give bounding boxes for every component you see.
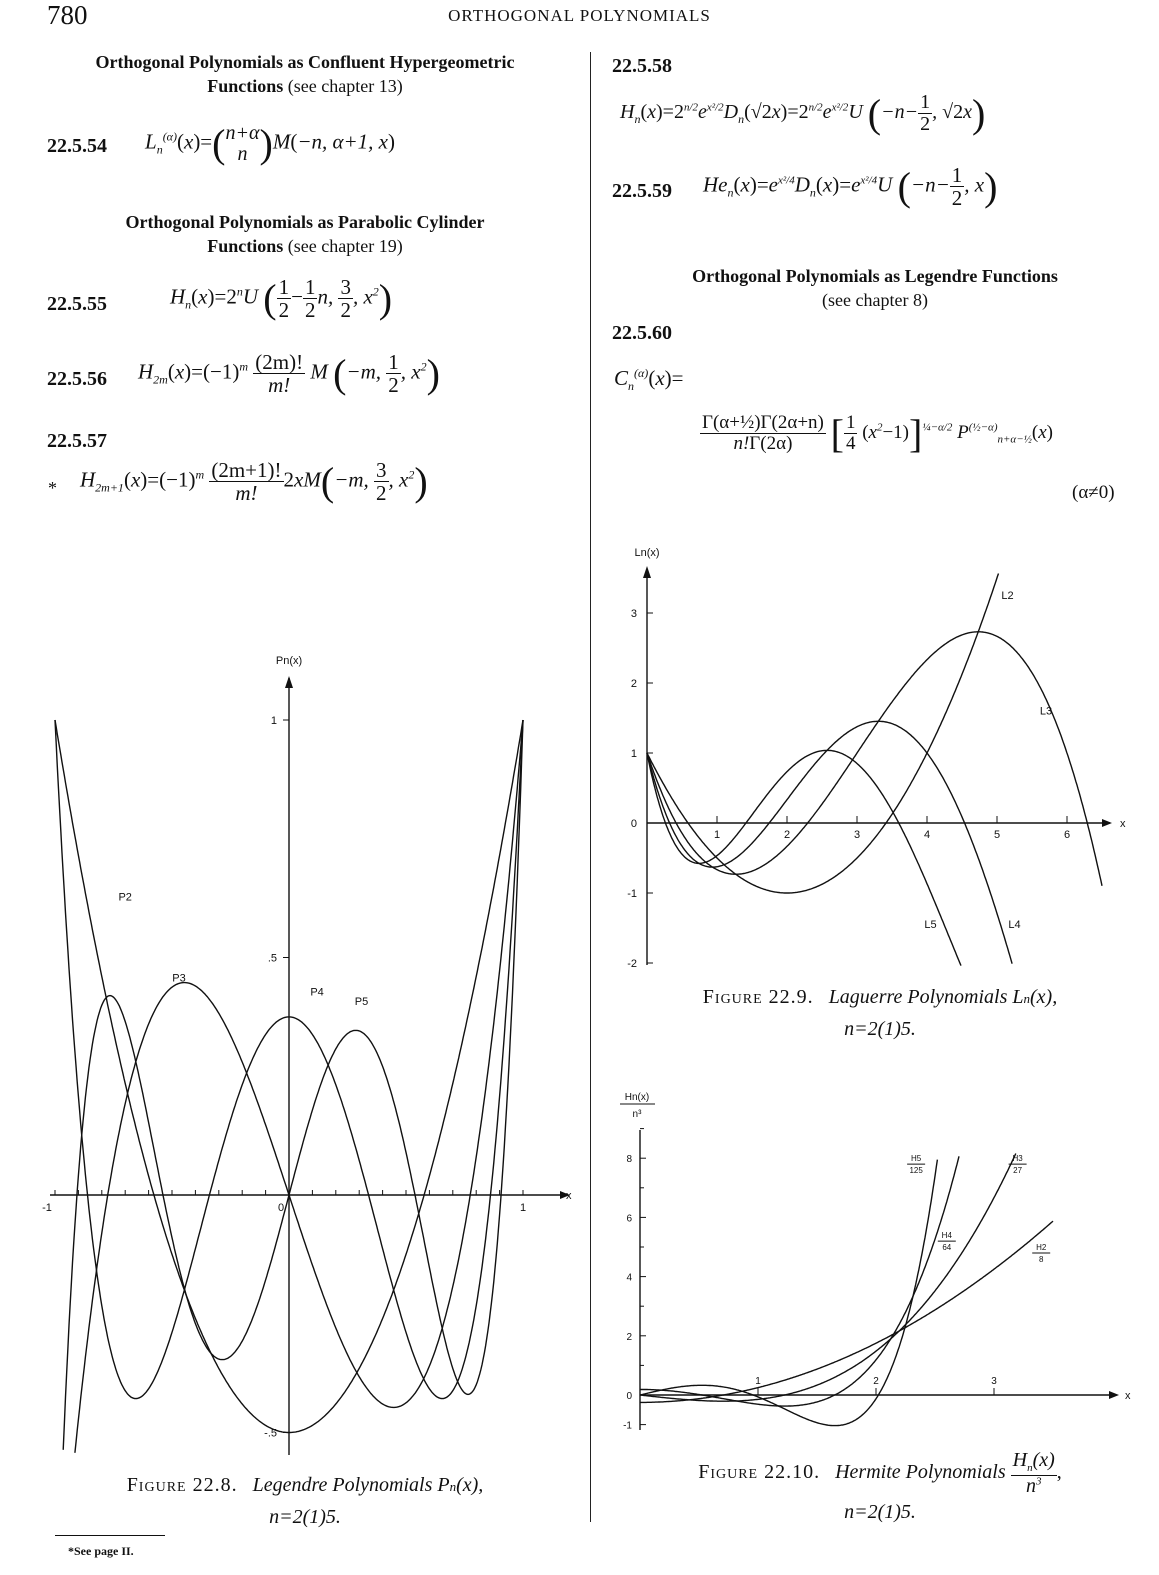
x-axis-label: x xyxy=(1120,818,1126,830)
x-tick-label: 6 xyxy=(1063,829,1071,841)
figure-22-9 xyxy=(595,540,1155,980)
y-tick-label: -1 xyxy=(627,888,637,900)
hermite-plot xyxy=(620,1092,1131,1432)
equation-number: 22.5.60 xyxy=(612,322,672,344)
section-ref: (see chapter 19) xyxy=(287,236,403,256)
legendre-plot xyxy=(42,655,572,1455)
curve-H4/64 xyxy=(640,1156,959,1406)
equation-number: 22.5.54 xyxy=(47,135,107,157)
y-axis-arrow xyxy=(285,676,293,688)
condition: (α≠0) xyxy=(1072,482,1115,503)
equation-number: 22.5.56 xyxy=(47,368,107,390)
x-tick-label: 0 xyxy=(277,1202,285,1214)
figure-22-10-caption: Figure 22.10. Hermite Polynomials $\frac{H_n(x)}{n^3}$ , n=2(1)5. xyxy=(698,1449,1062,1523)
curve-label: P3 xyxy=(172,972,186,985)
figure-22-9-caption: Figure 22.9. Laguerre Polynomials Ln(x), n=2(1)5. xyxy=(702,986,1058,1040)
curve-label-denominator: 8 xyxy=(1038,1254,1044,1264)
caption-line2: n=2(1)5. xyxy=(844,1018,916,1040)
x-tick-label: 2 xyxy=(783,829,791,841)
curve-L4 xyxy=(647,721,1012,963)
y-tick-label: 0 xyxy=(630,818,637,830)
equation-22-5-54: $L_n^{(\alpha)}(x)=$( n+α n )M(−n, α+1, x) xyxy=(145,121,395,166)
x-tick-label: 5 xyxy=(993,829,1001,841)
curve-label-denominator: 125 xyxy=(909,1166,923,1176)
x-axis-arrow xyxy=(1109,1391,1119,1399)
y-tick-label: 2 xyxy=(626,1331,632,1343)
y-axis-label: Pn(x) xyxy=(275,655,303,667)
y-tick-label: 2 xyxy=(630,678,637,690)
curve-L2 xyxy=(647,574,999,894)
section-ref: (see chapter 8) xyxy=(822,290,928,310)
page-number: 780 xyxy=(47,0,88,30)
x-axis-label: x xyxy=(1125,1390,1131,1402)
figure-22-8-caption: Figure 22.8. Legendre Polynomials Pn(x), n=2(1)5. xyxy=(126,1474,484,1528)
column-divider xyxy=(590,52,591,1522)
x-tick-label: 3 xyxy=(991,1376,997,1387)
y-axis-label-denominator: n³ xyxy=(632,1109,642,1120)
curve-P3 xyxy=(75,720,523,1453)
y-tick-label: 4 xyxy=(626,1272,632,1284)
section-ref: (see chapter 13) xyxy=(287,76,403,96)
x-tick-label: 4 xyxy=(923,829,931,841)
x-tick-label: 2 xyxy=(873,1376,879,1387)
section-title: Orthogonal Polynomials as Legendre Functions xyxy=(692,266,1058,286)
footnote: *See page II. xyxy=(68,1544,134,1558)
x-tick-label: 1 xyxy=(519,1202,527,1214)
y-tick-label: -2 xyxy=(627,958,637,970)
figure-22-8 xyxy=(0,600,590,1470)
curve-P5 xyxy=(63,720,523,1450)
x-tick-label: 3 xyxy=(853,829,861,841)
curve-label-numerator: H5 xyxy=(911,1154,922,1164)
equation-22-5-59: $He_n(x)=e^{x^2/4}D_n(x)=e^{x^2/4}U$ (−n− $\frac{1}{2}$ , x) xyxy=(703,162,998,210)
curve-label: P5 xyxy=(354,996,369,1008)
curve-label: L4 xyxy=(1008,919,1021,931)
equation-22-5-57: $H_{2m+1}(x)=(-1)^m$ $\frac{(2m+1)!}{m!}$ 2xM(−m, $\frac{3}{2}$ , $x^2$) xyxy=(80,457,428,505)
erratum-star: * xyxy=(48,478,57,498)
equation-22-5-60-lhs: $C_n^{(\alpha)}(x)=$ xyxy=(614,366,684,394)
caption-label: Figure 22.8. xyxy=(126,1474,238,1496)
running-title: ORTHOGONAL POLYNOMIALS xyxy=(448,6,711,25)
curve-L5 xyxy=(647,750,961,965)
x-axis-arrow xyxy=(1102,819,1112,827)
x-tick-label: 1 xyxy=(755,1376,761,1387)
curve-label-numerator: H4 xyxy=(941,1231,952,1241)
caption-title: Laguerre Polynomials L xyxy=(828,986,1024,1008)
y-axis-label: Ln(x) xyxy=(634,547,660,559)
section-title: Orthogonal Polynomials as Parabolic Cylinder xyxy=(125,212,485,232)
curve-label-denominator: 27 xyxy=(1013,1166,1023,1176)
laguerre-plot xyxy=(627,547,1126,970)
caption-line2: n=2(1)5. xyxy=(269,1506,341,1528)
y-axis-arrow xyxy=(643,566,651,578)
x-axis-label: x xyxy=(566,1190,572,1202)
curve-label: P4 xyxy=(310,986,324,999)
y-tick-label: .5 xyxy=(267,952,277,965)
curve-label: L5 xyxy=(924,919,937,931)
equation-22-5-56: $H_{2m}(x)=(-1)^m$ $\frac{(2m)!}{m!}$ M (−m, $\frac{1}{2}$ , $x^2$) xyxy=(138,349,440,397)
curve-H3/27 xyxy=(640,1154,1016,1402)
equation-22-5-55: $H_n(x)=2^nU$ ( $\frac{1}{2}$ − $\frac{1}{2}$ n, $\frac{3}{2}$ , $x^2$) xyxy=(170,274,393,322)
y-tick-label: 1 xyxy=(630,748,637,760)
equation-number: 22.5.59 xyxy=(612,180,672,202)
caption-label: Figure 22.9. xyxy=(702,986,814,1008)
section-title-2: Functions xyxy=(207,236,284,256)
section-heading-confluent xyxy=(40,50,570,98)
curve-label-numerator: H3 xyxy=(1012,1154,1023,1164)
curve-label: L2 xyxy=(1001,590,1014,602)
section-heading-legendre xyxy=(600,264,1150,312)
curve-L3 xyxy=(647,632,1102,886)
curve-label-numerator: H2 xyxy=(1036,1242,1047,1252)
y-tick-label: 6 xyxy=(626,1213,632,1225)
y-tick-label: 8 xyxy=(626,1154,632,1166)
figure-22-10 xyxy=(595,1085,1155,1445)
section-title-2: Functions xyxy=(207,76,284,96)
equation-number: 22.5.55 xyxy=(47,293,107,315)
equation-number: 22.5.57 xyxy=(47,430,107,452)
curve-label: P2 xyxy=(118,891,132,904)
equation-22-5-60-rhs: $\frac{\text{Γ(α+½)Γ(2α+n)}}{n!\Gamma(2\alpha)}$ [ $\frac{1}{4}$ $(x^2-1)]^{\frac{1}{4}-\alpha/2}$ $P^{(\frac{1}{2}-\alpha)}_{n+\alpha-\frac{1}{2}}(x)$ xyxy=(702,411,1053,456)
y-tick-label: -.5 xyxy=(264,1427,277,1440)
curve-label: L3 xyxy=(1039,705,1053,718)
x-tick-label: -1 xyxy=(42,1202,52,1214)
curve-H5/125 xyxy=(640,1160,937,1426)
footnote-rule xyxy=(55,1535,165,1536)
caption-title: Legendre Polynomials P xyxy=(252,1474,450,1496)
y-axis-label-numerator: Hn(x) xyxy=(624,1092,650,1103)
section-title: Orthogonal Polynomials as Confluent Hypergeometric xyxy=(95,52,515,72)
section-heading-parabolic xyxy=(40,210,570,258)
curve-label-denominator: 64 xyxy=(942,1243,952,1253)
caption-label: Figure 22.10. xyxy=(698,1460,821,1483)
caption-title: Hermite Polynomials xyxy=(835,1460,1006,1483)
x-tick-label: 1 xyxy=(713,829,721,841)
y-tick-label: 3 xyxy=(630,608,637,620)
y-tick-label: 0 xyxy=(626,1391,632,1402)
equation-number: 22.5.58 xyxy=(612,55,672,77)
equation-22-5-58: $H_n(x)=2^{n/2}e^{x^2/2}D_n(√2x)=2^{n/2}e^{x^2/2}U$ (−n− $\frac{1}{2}$ , √2x) xyxy=(620,91,986,136)
y-tick-label: 1 xyxy=(270,715,277,727)
caption-line2: n=2(1)5. xyxy=(844,1500,916,1523)
y-tick-label: -1 xyxy=(623,1420,632,1432)
